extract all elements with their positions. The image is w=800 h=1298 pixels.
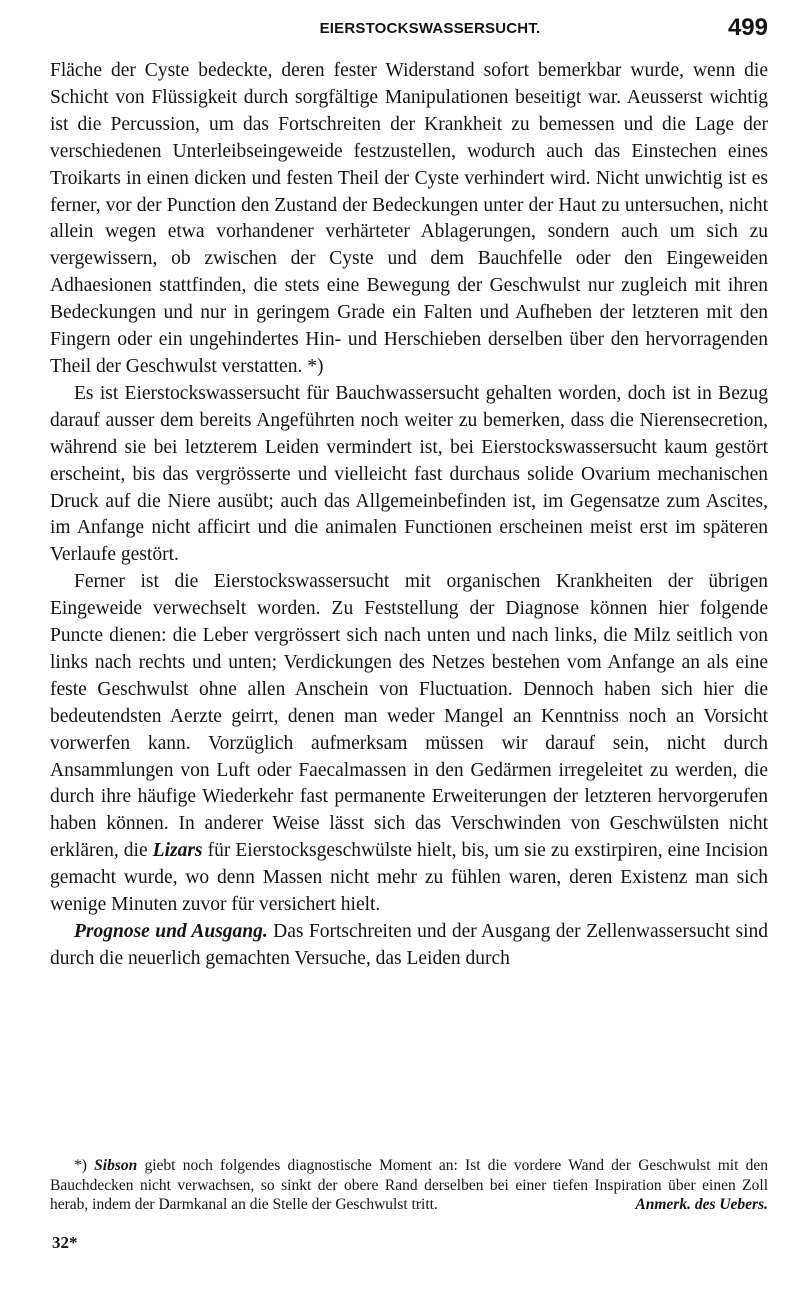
paragraph-1-text: Fläche der Cyste bedeckte, deren fester Widerstand sofort bemerkbar wurde, wenn die Schicht von Flüssigkeit durch sorgfältige Manipulationen beseitigt war. Aeusserst wichtig ist die Percussion, um das Fortschreiten der Krankheit zu bemessen und die Lage der verschiedenen Unterleibseingeweide festzustellen, wodurch auch das Einstechen eines Troikarts in einen dicken und festen Theil der Cyste verhindert wird. Nicht unwichtig ist es ferner, vor der Punction den Zustand der Bedeckungen unter der Haut zu untersuchen, nicht allein wegen etwa vorhandener verhärteter Ablagerungen, sondern auch um sich zu vergewissern, ob zwischen der Cyste und dem Bauchfelle oder den Eingeweiden Adhaesionen stattfinden, die stets eine Bewegung der Geschwulst nur zugleich mit ihren Bedeckungen und nur in geringem Grade ein Falten und Aufheben der letzteren mit den Fingern oder ein ungehindertes Hin- und Herschieben derselben über den hervorragenden Theil der Geschwulst verstatten. *): [50, 60, 768, 377]
footnote-text: [50, 1156, 768, 1215]
footnote-body: giebt noch folgendes diagnostische Moment an: Ist die vordere Wand der Geschwulst mit den Bauchdecken nicht verwachsen, so sinkt der obere Rand derselben bei einer tiefen Inspiration über einen Zoll herab, indem der Darmkanal an die Stelle der Geschwulst tritt.: [50, 1157, 769, 1214]
footnote-marker: *): [74, 1157, 87, 1174]
paragraph-4: [50, 919, 768, 973]
page-number: 499: [727, 14, 768, 41]
footnote-author: Sibson: [94, 1157, 138, 1174]
paragraph-2: [50, 381, 768, 569]
page-header: [50, 14, 768, 44]
running-head: EIERSTOCKSWASSERSUCHT.: [319, 20, 541, 37]
paragraph-4-text: Das Fortschreiten und der Ausgang der Zellenwassersucht sind durch die neuerlich gemachten Versuche, das Leiden durch: [50, 921, 769, 969]
paragraph-1: [50, 58, 768, 381]
paragraph-3: [50, 569, 768, 919]
paragraph-2-text: Es ist Eierstockswassersucht für Bauchwassersucht gehalten worden, doch ist in Bezug darauf ausser dem bereits Angeführten noch weiter zu bemerken, dass die Nierensecretion, während sie bei letzterem Leiden vermindert ist, bei Eierstockswassersucht kaum gestört erscheint, bis das vergrösserte und vielleicht fast durchaus solide Ovarium mechanischen Druck auf die Niere ausübt; auch das Allgemeinbefinden ist, im Gegensatze zum Ascites, im Anfange nicht afficirt und die animalen Functionen erscheinen meist erst im späteren Verlaufe gestört.: [50, 382, 768, 566]
sheet-signature: 32*: [52, 1233, 78, 1252]
main-text: [50, 58, 768, 973]
footnote: [50, 1156, 768, 1215]
paragraph-3-text-b: für Eierstocksgeschwülste hielt, bis, um sie zu exstirpiren, eine Incision gemacht wurde, wo denn Massen nicht mehr zu fühlen waren, deren Existenz man sich wenige Minuten zuvor für versichert hielt.: [50, 840, 768, 916]
translator-note-sign: Anmerk. des Uebers.: [635, 1196, 768, 1214]
paragraph-3-text-a: Ferner ist die Eierstockswassersucht mit organischen Krankheiten der übrigen Eingeweide verwechselt worden. Zu Feststellung der Diagnose können hier folgende Puncte dienen: die Leber vergrössert sich nach unten und nach links, die Milz seitlich von links nach rechts und unten; Verdickungen des Netzes bestehen vom Anfange an als eine feste Geschwulst ohne allen Anschein von Fluctuation. Dennoch haben sich hier die bedeutendsten Aerzte geirrt, denen man weder Mangel an Kenntniss noch an Vorsicht vorwerfen kann. Vorzüglich aufmerksam müssen wir darauf sein, nicht durch Ansammlungen von Luft oder Faecalmassen in den Gedärmen irregeleitet zu werden, die durch ihre häufige Wiederkehr fast permanente Erweiterungen der letzteren hervorgerufen haben können. In anderer Weise lässt sich das Verschwinden von Geschwülsten nicht erklären, die: [50, 571, 768, 862]
person-name-lizars: Lizars: [152, 840, 203, 862]
section-heading: Prognose und Ausgang.: [74, 921, 268, 942]
